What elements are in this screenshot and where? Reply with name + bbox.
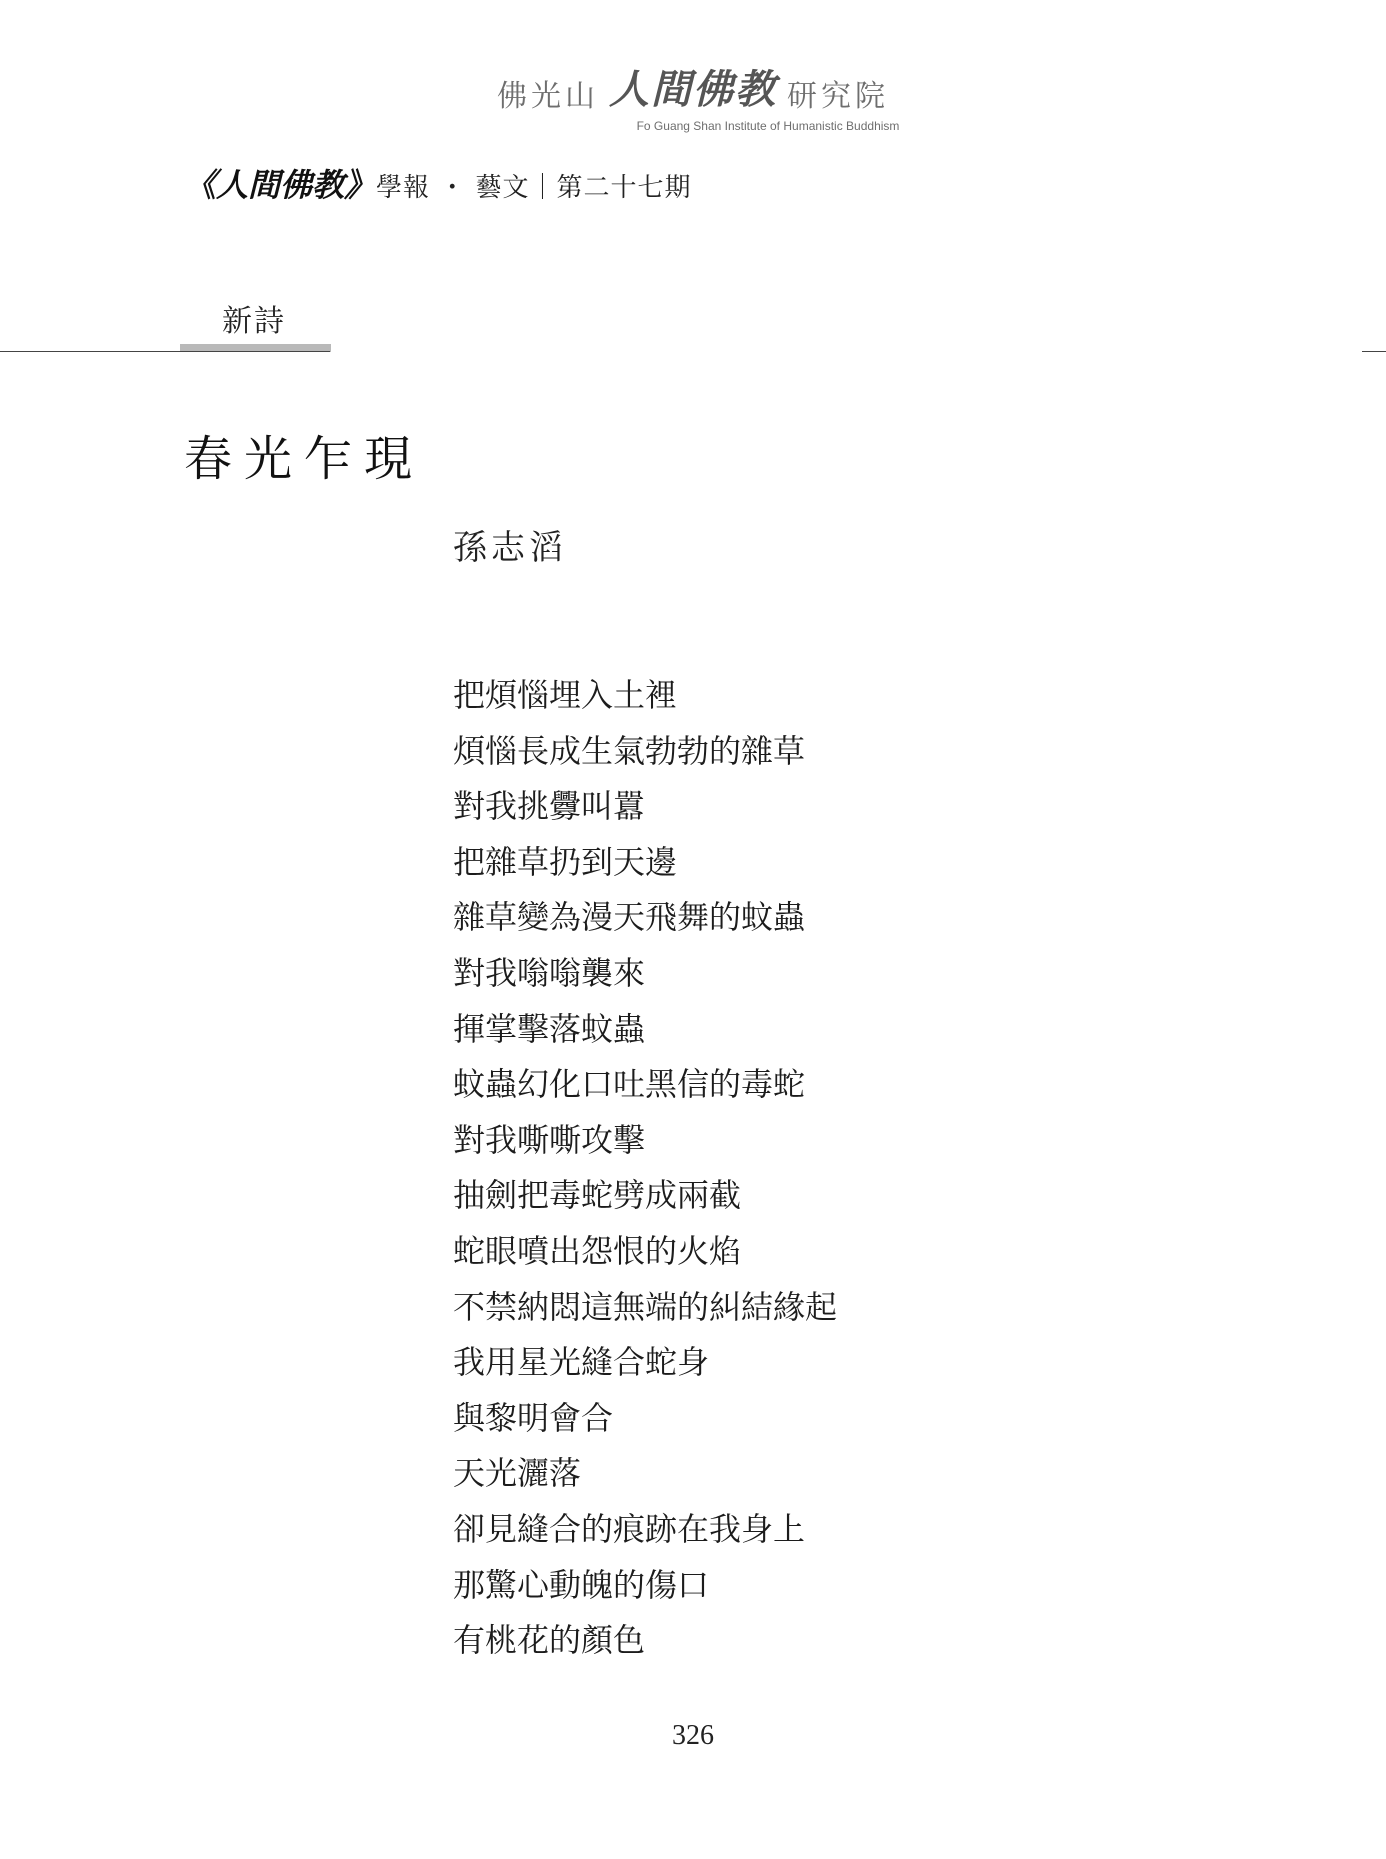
poem-line: 蚊蟲幻化口吐黑信的毒蛇 xyxy=(453,1065,806,1104)
institute-suffix: 研究院 xyxy=(787,79,889,114)
institute-english-name: Fo Guang Shan Institute of Humanistic Buddhism xyxy=(636,119,900,133)
poem-line: 有桃花的顏色 xyxy=(453,1621,646,1660)
section-label: 新詩 xyxy=(222,304,286,339)
poem-line: 把煩惱埋入土裡 xyxy=(453,676,678,714)
poem-line: 不禁納悶這無端的糾結緣起 xyxy=(453,1287,838,1326)
journal-title: 《人間佛教》 xyxy=(184,166,377,204)
poem-author: 孫志滔 xyxy=(453,528,567,568)
poem-line: 我用星光縫合蛇身 xyxy=(453,1343,710,1382)
poem-title: 春光乍現 xyxy=(184,431,425,487)
section-divider-left xyxy=(0,351,330,352)
institute-logo-line xyxy=(497,58,889,115)
poem-line: 蛇眼噴出怨恨的火焰 xyxy=(453,1231,742,1270)
poem-line: 卻見縫合的痕跡在我身上 xyxy=(453,1509,806,1548)
poem-line: 雜草變為漫天飛舞的蚊蟲 xyxy=(453,898,806,937)
journal-running-header xyxy=(184,160,692,206)
poem-line: 揮掌擊落蚊蟲 xyxy=(453,1009,646,1048)
poem-line: 那驚心動魄的傷口 xyxy=(453,1565,710,1604)
poem-line: 與黎明會合 xyxy=(453,1398,614,1437)
poem-line: 煩惱長成生氣勃勃的雜草 xyxy=(453,731,806,770)
journal-issue-info: 學報 ・ 藝文｜第二十七期 xyxy=(376,173,692,203)
poem-line: 抽劍把毒蛇劈成兩截 xyxy=(453,1176,742,1215)
section-divider-right xyxy=(1362,351,1386,352)
poem-line: 對我嘶嘶攻擊 xyxy=(453,1120,646,1159)
institute-logo: 人間佛教 xyxy=(609,66,777,113)
poem-line: 對我嗡嗡襲來 xyxy=(453,953,646,992)
poem-line: 天光灑落 xyxy=(453,1454,582,1493)
poem-body xyxy=(453,668,837,1669)
institute-header xyxy=(0,58,1386,133)
poem-line: 把雜草扔到天邊 xyxy=(453,842,678,881)
poem-line: 對我挑釁叫囂 xyxy=(453,787,646,826)
page-number: 326 xyxy=(672,1720,714,1751)
institute-prefix: 佛光山 xyxy=(497,79,599,114)
